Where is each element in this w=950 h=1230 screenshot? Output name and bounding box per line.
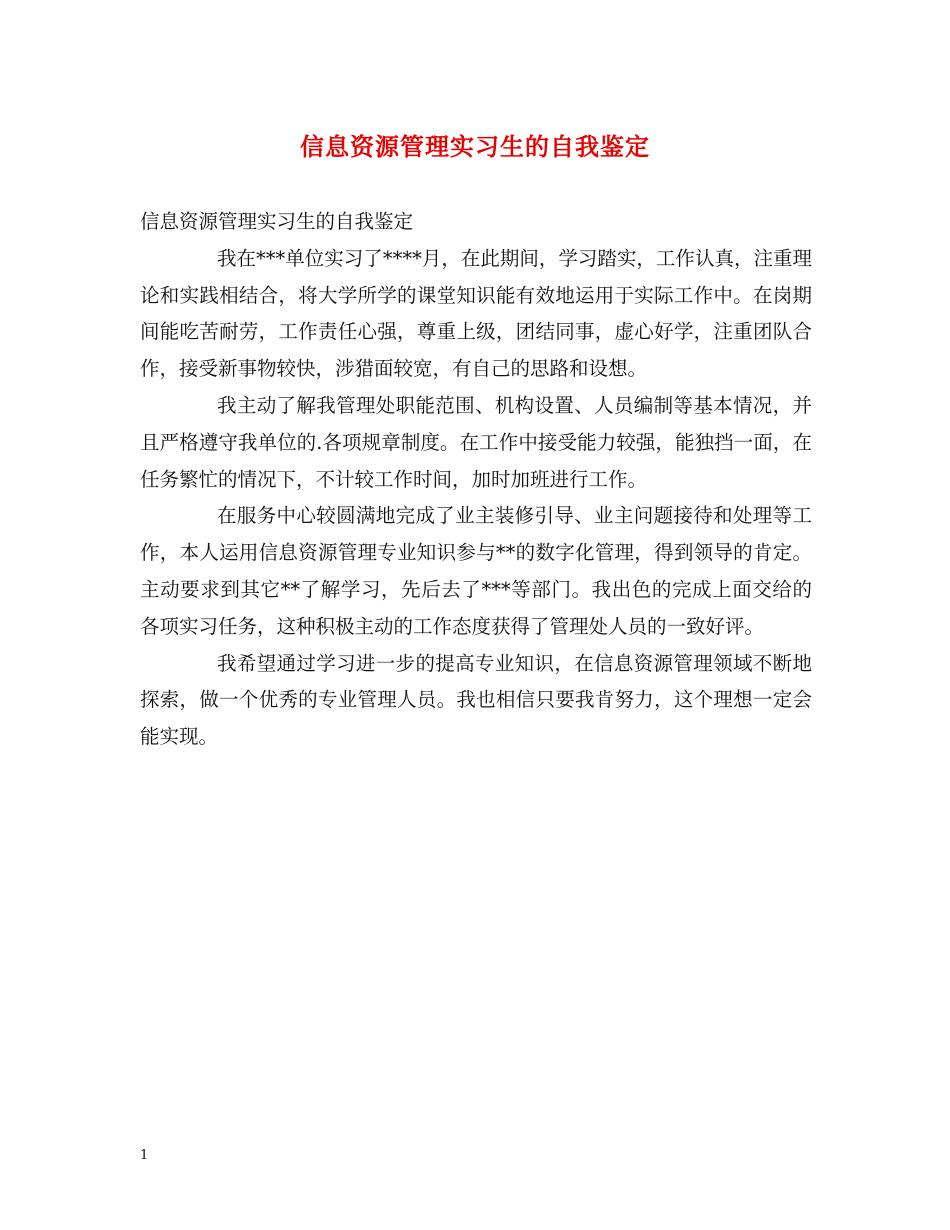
document-subtitle: 信息资源管理实习生的自我鉴定 (140, 210, 414, 233)
paragraph-2: 我主动了解我管理处职能范围、机构设置、人员编制等基本情况，并且严格遵守我单位的.各项规章制度。在工作中接受能力较强，能独挡一面，在任务繁忙的情况下，不计较工作时间，加时加班进行工作。 (140, 393, 812, 491)
paragraph-4: 我希望通过学习进一步的提高专业知识，在信息资源管理领域不断地探索，做一个优秀的专业管理人员。我也相信只要我肯努力，这个理想一定会能实现。 (140, 651, 812, 749)
paragraph-3: 在服务中心较圆满地完成了业主装修引导、业主问题接待和处理等工作，本人运用信息资源管理专业知识参与**的数字化管理，得到领导的肯定。主动要求到其它**了解学习，先后去了***等部门。我出色的完成上面交给的各项实习任务，这种积极主动的工作态度获得了管理处人员的一致好评。 (140, 504, 812, 638)
paragraph-1: 我在***单位实习了****月，在此期间，学习踏实，工作认真，注重理论和实践相结合，将大学所学的课堂知识能有效地运用于实际工作中。在岗期间能吃苦耐劳，工作责任心强，尊重上级，团结同事，虚心好学，注重团队合作，接受新事物较快，涉猎面较宽，有自己的思路和设想。 (140, 246, 812, 381)
document-body (140, 204, 812, 756)
page-number: 1 (140, 1148, 149, 1163)
document-title: 信息资源管理实习生的自我鉴定 (300, 132, 650, 161)
